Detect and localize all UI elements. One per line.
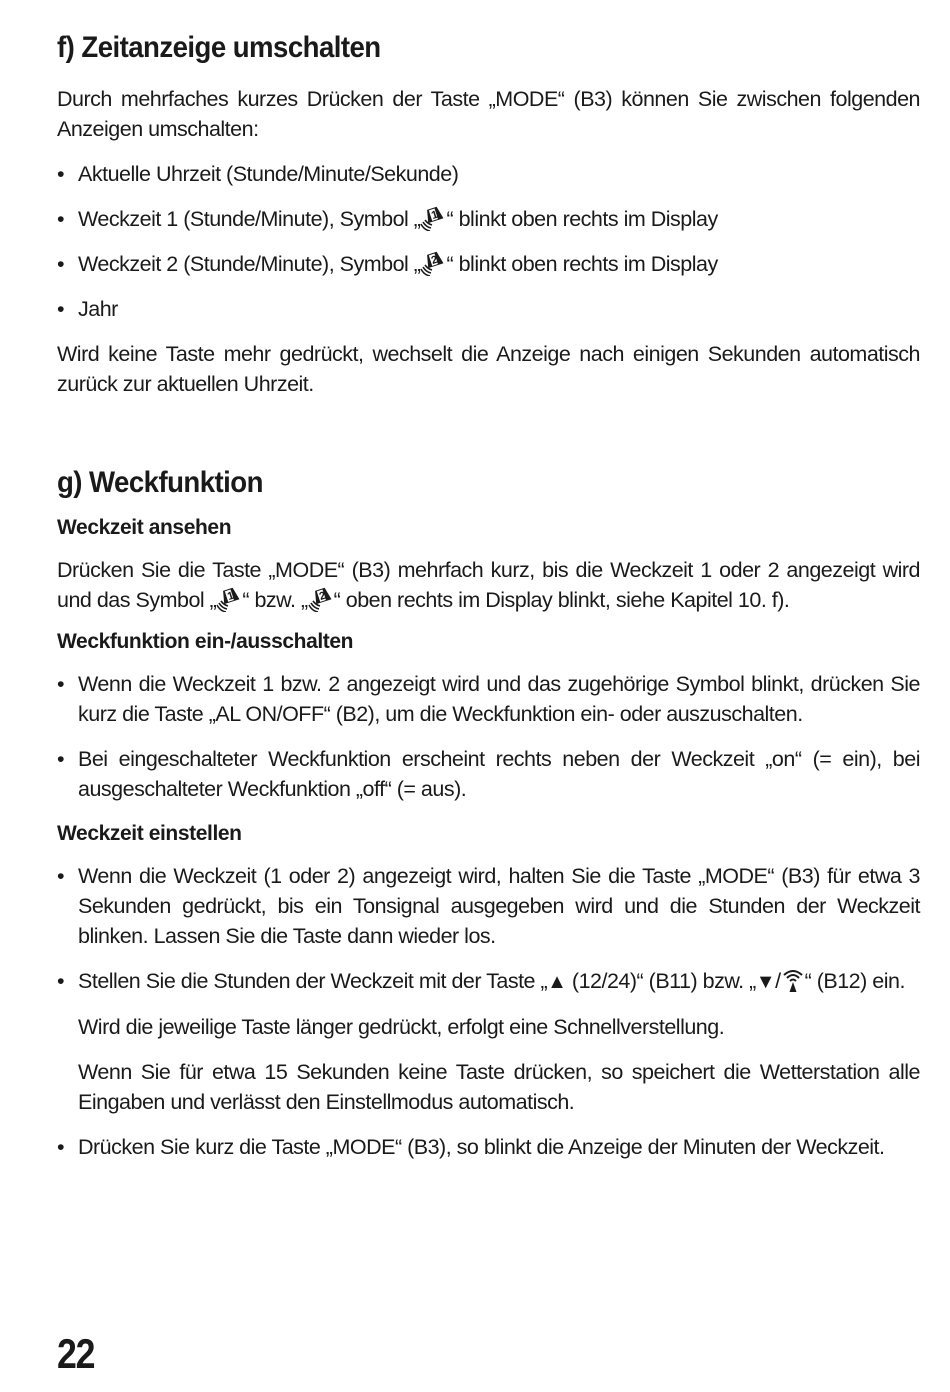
- list-item: • Wenn die Weckzeit (1 oder 2) angezeigt wird, halten Sie die Taste „MODE“ (B3) für etwa 3 Sekunden gedrückt, bis ein Tonsignal ausgegeben wird und die Stunden der Weckzeit blinken. Lassen Sie die Taste dann wieder los.: [57, 861, 920, 951]
- page-number: 22: [57, 1330, 95, 1377]
- section-f-outro: Wird keine Taste mehr gedrückt, wechselt die Anzeige nach einigen Sekunden automatisch zurück zur aktuellen Uhrzeit.: [57, 342, 920, 396]
- set-alarm-list: [57, 861, 920, 997]
- alarm-bell-1-icon: [420, 205, 446, 231]
- triangle-up-icon: ▲: [547, 971, 567, 993]
- set-alarm-note-timeout: Wenn Sie für etwa 15 Sekunden keine Taste drücken, so speichert die Wetterstation alle Eingaben und verlässt den Einstellmodus automatisch.: [78, 1060, 920, 1114]
- list-item: • Drücken Sie kurz die Taste „MODE“ (B3), so blinkt die Anzeige der Minuten der Weckzeit.: [57, 1132, 920, 1162]
- list-item: • Aktuelle Uhrzeit (Stunde/Minute/Sekunde): [57, 159, 920, 189]
- view-alarm-text: Drücken Sie die Taste „MODE“ (B3) mehrfach kurz, bis die Weckzeit 1 oder 2 angezeigt wird und das Symbol „ 1 “ bzw. „ 2 “ oben rechts im Display blinkt, siehe Kapitel 10. f).: [57, 558, 920, 612]
- list-item: • Jahr: [57, 294, 920, 324]
- set-alarm-note-fast: Wird die jeweilige Taste länger gedrückt, erfolgt eine Schnellverstellung.: [78, 1015, 725, 1039]
- set-alarm-list-continued: [57, 1132, 920, 1162]
- alarm-bell-1-icon: [216, 586, 242, 612]
- svg-text:1: 1: [226, 589, 236, 603]
- list-item: • Weckzeit 1 (Stunde/Minute), Symbol „ 1 “ blinkt oben rechts im Display: [57, 204, 920, 234]
- list-item: • Bei eingeschalteter Weckfunktion erscheint rechts neben der Weckzeit „on“ (= ein), bei ausgeschalteter Weckfunktion „off“ (= aus).: [57, 744, 920, 804]
- triangle-down-icon: ▼: [755, 971, 776, 993]
- subheading-toggle-alarm: Weckfunktion ein-/ausschalten: [57, 630, 354, 653]
- manual-page: [57, 28, 920, 1177]
- subheading-set-alarm: Weckzeit einstellen: [57, 822, 242, 845]
- toggle-alarm-list: [57, 669, 920, 804]
- alarm-bell-2-icon: [308, 586, 334, 612]
- svg-text:1: 1: [430, 208, 440, 222]
- section-g-heading: g) Weckfunktion: [57, 466, 263, 499]
- svg-text:2: 2: [317, 589, 327, 603]
- section-f-intro: Durch mehrfaches kurzes Drücken der Taste „MODE“ (B3) können Sie zwischen folgenden Anzeigen umschalten:: [57, 87, 920, 141]
- alarm-bell-2-icon: [420, 250, 446, 276]
- subheading-view-alarm: Weckzeit ansehen: [57, 516, 232, 539]
- display-modes-list: [57, 159, 920, 324]
- svg-text:2: 2: [430, 253, 440, 267]
- list-item: • Weckzeit 2 (Stunde/Minute), Symbol „ 2 “ blinkt oben rechts im Display: [57, 249, 920, 279]
- list-item: • Stellen Sie die Stunden der Weckzeit mit der Taste „▲ (12/24)“ (B11) bzw. „▼/ “ (B12) ein.: [57, 966, 920, 997]
- section-f-heading: f) Zeitanzeige umschalten: [57, 31, 381, 64]
- list-item: • Wenn die Weckzeit 1 bzw. 2 angezeigt wird und das zugehörige Symbol blinkt, drücken Sie kurz die Taste „AL ON/OFF“ (B2), um die Weckfunktion ein- oder auszuschalten.: [57, 669, 920, 729]
- radio-signal-icon: [781, 967, 805, 993]
